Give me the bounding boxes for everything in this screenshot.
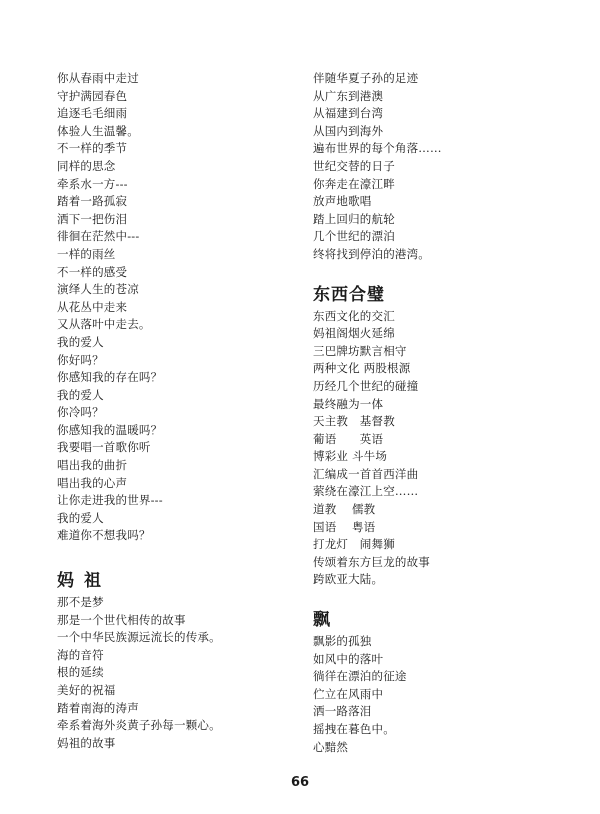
page-number: 66 [290, 775, 310, 790]
poem-line: 那是一个世代相传的故事 [57, 612, 186, 627]
poem-line: 博彩业 斗牛场 [313, 449, 388, 464]
poem-line: 葡语 英语 [313, 431, 384, 446]
left-column [57, 70, 287, 752]
poem-line: 洒一路落泪 [313, 704, 372, 719]
poem-line: 踏着南海的涛声 [57, 700, 139, 715]
poem4-body [313, 633, 553, 756]
poem-line: 伴随华夏子孙的足迹 [313, 71, 419, 85]
poem-line: 东西文化的交汇 [313, 308, 395, 323]
poem-line: 从广东到港澳 [313, 88, 384, 103]
poem-line: 你感知我的存在吗？ [57, 370, 163, 385]
poem-line: 唱出我的心声 [57, 475, 128, 490]
poem-line: 放声地歌唱 [313, 194, 372, 209]
poem-line: 一个中华民族源远流长的传承。 [57, 630, 221, 645]
poem-line: 守护满园春色 [57, 88, 128, 103]
poem-line: 妈祖阁烟火延绵 [313, 326, 395, 341]
poem-line: 汇编成一首首西洋曲 [313, 466, 419, 481]
poem-line: 萦绕在濠江上空…… [313, 484, 419, 499]
poem-line: 跨欧亚大陆。 [313, 572, 384, 587]
poem-line: 根的延续 [57, 665, 104, 680]
poem-line: 历经几个世纪的碰撞 [313, 378, 419, 393]
poem-line: 世纪交替的日子 [313, 158, 395, 173]
poem-line: 你从春雨中走过 [57, 71, 139, 85]
poem-line: 牵系着海外炎黄子孙每一颗心。 [57, 718, 221, 733]
poem-line: 又从落叶中走去。 [57, 317, 151, 332]
poem-line: 我的爱人 [57, 387, 104, 402]
poem-line: 追逐毛毛细雨 [57, 106, 128, 121]
poem-line: 妈祖的故事 [57, 735, 116, 750]
poem-line: 心黯然 [313, 739, 349, 754]
poem-line: 天主教 基督教 [313, 414, 395, 429]
poem2-title: 妈祖 [57, 571, 111, 592]
poem-line: 终将找到停泊的港湾。 [313, 246, 430, 261]
poem2-body [57, 594, 287, 752]
poem-line: 道教 儒教 [313, 502, 376, 517]
poem-line: 从花丛中走来 [57, 299, 128, 314]
poem1-body [57, 70, 287, 545]
poem-line: 踏上回归的航轮 [313, 211, 395, 226]
poem-line: 体验人生温馨。 [57, 123, 139, 138]
poem-line: 不一样的感受 [57, 264, 128, 279]
poem4-title: 飘 [313, 610, 331, 631]
poem-line: 不一样的季节 [57, 141, 128, 156]
poem-line: 你冷吗？ [57, 405, 104, 420]
poem-line: 那不是梦 [57, 595, 104, 610]
poem3-title: 东西合璧 [313, 284, 385, 305]
poem-line: 国语 粤语 [313, 519, 376, 534]
poem-line: 如风中的落叶 [313, 651, 384, 666]
poem-line: 最终融为一体 [313, 396, 384, 411]
poem-line: 我的爱人 [57, 510, 104, 525]
poem-line: 唱出我的曲折 [57, 458, 128, 473]
poem-line: 徜徉在漂泊的征途 [313, 669, 407, 684]
poem-line: 徘徊在茫然中--- [57, 229, 140, 244]
poem-line: 美好的祝福 [57, 683, 116, 697]
poem2-continued-body [313, 70, 553, 264]
poem-line: 伫立在风雨中 [313, 686, 384, 701]
poem-line: 一样的雨丝 [57, 246, 116, 261]
poem-line: 打龙灯 闹舞狮 [313, 537, 395, 552]
poem-line: 两种文化 两股根源 [313, 361, 411, 376]
right-column [313, 70, 553, 756]
poem-line: 你感知我的温暖吗？ [57, 422, 163, 437]
poem-line: 传颂着东方巨龙的故事 [313, 554, 430, 569]
poem-line: 牵系水一方--- [57, 176, 128, 191]
poem-line: 我的爱人 [57, 334, 104, 349]
poem-line: 飘影的孤独 [313, 634, 372, 649]
poem3-body [313, 308, 553, 590]
poem-line: 三巴牌坊默言相守 [313, 343, 407, 358]
poem-line: 从国内到海外 [313, 123, 384, 138]
poem-line: 你好吗？ [57, 352, 104, 367]
poem-line: 难道你不想我吗？ [57, 528, 151, 543]
poem-line: 几个世纪的漂泊 [313, 229, 395, 244]
poem-line: 遍布世界的每个角落…… [313, 141, 442, 156]
poem-line: 让你走进我的世界--- [57, 493, 163, 508]
poem-line: 海的音符 [57, 647, 104, 662]
poem-line: 你奔走在濠江畔 [313, 176, 395, 191]
poem-line: 我要唱一首歌你听 [57, 440, 151, 455]
poem-line: 同样的思念 [57, 158, 116, 173]
poem-line: 摇拽在暮色中。 [313, 722, 395, 736]
poem-line: 演绎人生的苍凉 [57, 282, 139, 297]
poem-line: 从福建到台湾 [313, 106, 384, 121]
poem-line: 洒下一把伤泪 [57, 211, 128, 226]
poem-line: 踏着一路孤寂 [57, 194, 128, 209]
